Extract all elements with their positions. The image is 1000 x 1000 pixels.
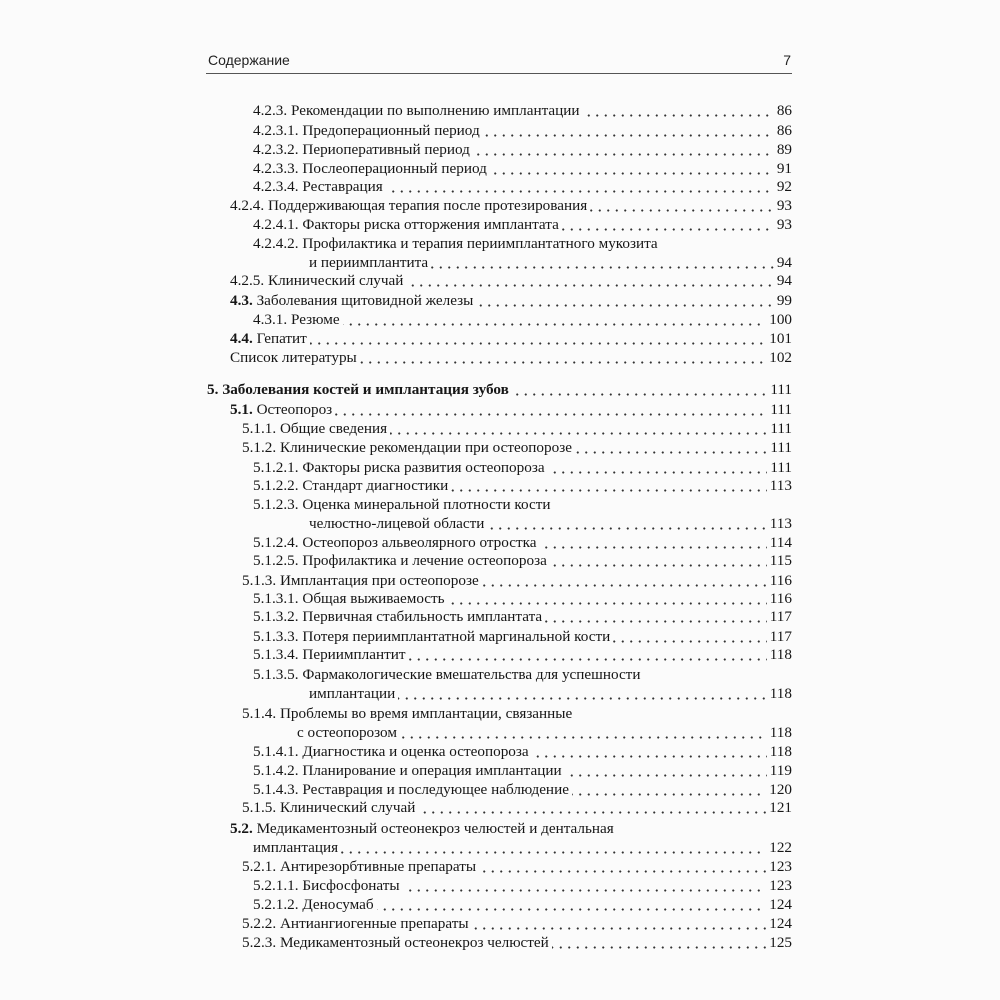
toc-entry-text: Периимплантит	[302, 646, 406, 663]
toc-entry-title	[253, 551, 550, 570]
toc-entry	[242, 914, 792, 933]
toc-entry-number: 5.1.3.4.	[253, 646, 299, 663]
toc-entry-text: Факторы риска отторжения имплантата	[302, 216, 559, 233]
toc-entry-title	[230, 400, 335, 419]
toc-entry	[253, 533, 792, 552]
toc-entry-text: Оценка минеральной плотности кости	[302, 496, 551, 513]
toc-entry	[230, 400, 792, 419]
toc-entry-number: 5.1.2.3.	[253, 496, 299, 513]
toc-entry	[242, 798, 792, 817]
toc-entry	[242, 438, 792, 457]
toc-entry	[253, 495, 792, 514]
toc-entry-text: Фармакологические вмешательства для успешности	[302, 666, 641, 683]
toc-entry-page: 118	[767, 742, 792, 761]
toc-entry-title	[253, 476, 451, 495]
toc-entry-text: челюстно-лицевой области	[309, 515, 485, 532]
toc-entry-title	[297, 723, 400, 742]
toc-entry-text: имплантация	[253, 839, 339, 856]
toc-entry-number: 5.1.4.3.	[253, 781, 299, 798]
toc-entry	[309, 514, 792, 533]
toc-entry-text: Поддерживающая терапия после протезирования	[267, 197, 588, 214]
toc-entry	[230, 271, 792, 290]
toc-entry-text: Деносумаб	[302, 896, 374, 913]
toc-entry-title	[253, 458, 548, 477]
toc-entry-title	[242, 704, 575, 723]
toc-entry-text: Реставрация и последующее наблюдение	[302, 781, 569, 798]
toc-entry	[309, 253, 792, 272]
toc-entry	[253, 551, 792, 570]
toc-entry-text: Диагностика и оценка остеопороза	[302, 743, 529, 760]
toc-entry-title	[253, 780, 572, 799]
toc-entry	[253, 215, 792, 234]
toc-entry	[253, 159, 792, 178]
toc-entry-title	[242, 571, 482, 590]
toc-entry-text: Бисфосфонаты	[302, 877, 400, 894]
toc-entry-page: 111	[767, 438, 792, 457]
toc-entry-page: 99	[774, 291, 792, 310]
toc-entry-title	[207, 380, 512, 399]
toc-entry-page: 111	[767, 400, 792, 419]
toc-entry-text: Клинический случай	[267, 272, 404, 289]
toc-entry-number: 4.2.4.	[230, 197, 265, 214]
toc-entry-title	[242, 933, 552, 952]
toc-entry	[297, 723, 792, 742]
toc-entry-text: Стандарт диагностики	[302, 477, 449, 494]
toc-entry-title	[230, 271, 406, 290]
toc-entry-number: 5.1.2.1.	[253, 459, 299, 476]
toc-entry	[253, 895, 792, 914]
toc-entry-page: 117	[767, 627, 792, 646]
toc-entry-number: 5.1.2.4.	[253, 534, 299, 551]
toc-entry	[242, 571, 792, 590]
toc-entry	[253, 458, 792, 477]
toc-entry-text: Рекомендации по выполнению имплантации	[290, 102, 580, 119]
toc-entry-title	[253, 742, 532, 761]
toc-entry-number: 5.1.3.	[242, 572, 277, 589]
toc-entry-number: 4.2.4.2.	[253, 235, 299, 252]
toc-entry	[253, 121, 792, 140]
toc-entry-title	[253, 177, 386, 196]
toc-entry-page: 101	[766, 329, 792, 348]
toc-entry-page: 122	[766, 838, 792, 857]
toc-entry	[253, 607, 792, 626]
toc-entry-text: Резюме	[290, 311, 340, 328]
toc-entry-text: Профилактика и терапия периимплантатного мукозита	[302, 235, 658, 252]
toc-entry-number: 5.1.2.5.	[253, 552, 299, 569]
toc-entry	[242, 419, 792, 438]
toc-entry	[230, 329, 792, 348]
toc-entry-page: 93	[774, 215, 792, 234]
toc-entry	[242, 933, 792, 952]
toc-entry	[253, 627, 792, 646]
toc-entry-page: 118	[767, 723, 792, 742]
toc-entry-number: 5.1.3.3.	[253, 628, 299, 645]
toc-entry-text: Клинический случай	[279, 799, 416, 816]
toc-entry	[230, 819, 792, 838]
toc-entry-page: 115	[767, 551, 792, 570]
toc-entry-page: 123	[766, 857, 792, 876]
toc-entry-title	[230, 196, 590, 215]
toc-entry-page: 111	[767, 419, 792, 438]
toc-entry-page: 119	[767, 761, 792, 780]
toc-entry-title	[253, 495, 553, 514]
toc-entry-number: 4.2.4.1.	[253, 216, 299, 233]
toc-entry-text: Первичная стабильность имплантата	[302, 608, 543, 625]
toc-entry-page: 86	[774, 101, 792, 120]
toc-entry-number: 5.1.2.	[242, 439, 277, 456]
toc-entry-number: 5.2.1.1.	[253, 877, 299, 894]
toc-entry	[230, 196, 792, 215]
toc-entry	[242, 857, 792, 876]
toc-entry-page: 114	[767, 533, 792, 552]
toc-entry	[253, 140, 792, 159]
toc-entry-title	[253, 140, 473, 159]
toc-entry-page: 120	[766, 780, 792, 799]
toc-entry-page: 93	[774, 196, 792, 215]
toc-entry	[253, 177, 792, 196]
toc-entry-text: Факторы риска развития остеопороза	[302, 459, 545, 476]
toc-entry-text: Антирезорбтивные препараты	[279, 858, 477, 875]
toc-entry-title	[242, 419, 390, 438]
toc-entry-title	[309, 253, 431, 272]
toc-entry-number: 4.2.3.2.	[253, 141, 299, 158]
toc-entry-number: 5.	[207, 381, 219, 398]
toc-entry-page: 118	[767, 684, 792, 703]
toc-entry-text: Клинические рекомендации при остеопорозе	[279, 439, 572, 456]
toc-entry-page: 113	[767, 514, 792, 533]
toc-entry-title	[253, 589, 448, 608]
toc-entry-title	[253, 665, 643, 684]
toc-entry-text: имплантации	[309, 685, 396, 702]
toc-entry-title	[253, 627, 613, 646]
toc-entry-number: 5.2.3.	[242, 934, 277, 951]
toc-entry-title	[253, 310, 343, 329]
toc-entry	[253, 761, 792, 780]
toc-entry-text: Реставрация	[302, 178, 383, 195]
toc-entry-text: Список литературы	[230, 349, 357, 366]
toc-entry-number: 5.2.1.2.	[253, 896, 299, 913]
toc-entry-number: 5.2.2.	[242, 915, 277, 932]
toc-entry-title	[230, 819, 617, 838]
toc-entry-title	[253, 533, 540, 552]
toc-entry	[230, 348, 792, 367]
toc-entry-number: 4.3.1.	[253, 311, 288, 328]
toc-entry-number: 4.2.5.	[230, 272, 265, 289]
toc-entry-title	[253, 895, 377, 914]
toc-entry-number: 5.1.5.	[242, 799, 277, 816]
toc-entry-title	[253, 876, 403, 895]
toc-entry-number: 4.3.	[230, 292, 253, 309]
toc-entry-number: 5.1.4.	[242, 705, 277, 722]
toc-entry	[242, 704, 792, 723]
toc-entry	[253, 665, 792, 684]
toc-entry-text: и периимплантита	[309, 254, 429, 271]
toc-entry-text: Медикаментозный остеонекроз челюстей и дентальная	[256, 820, 614, 837]
toc-entry	[253, 742, 792, 761]
toc-entry-number: 4.4.	[230, 330, 253, 347]
toc-entry-title	[309, 514, 487, 533]
toc-entry-page: 111	[767, 458, 792, 477]
toc-entry-page: 113	[767, 476, 792, 495]
toc-entry-number: 5.1.4.2.	[253, 762, 299, 779]
toc-entry-page: 118	[767, 645, 792, 664]
toc-entry	[253, 780, 792, 799]
toc-entry-text: Медикаментозный остеонекроз челюстей	[279, 934, 549, 951]
toc-entry-title	[230, 348, 360, 367]
toc-entry-page: 117	[767, 607, 792, 626]
toc-entry-title	[230, 291, 476, 310]
toc-entry	[309, 684, 792, 703]
toc-entry-title	[253, 215, 562, 234]
toc-entry	[253, 645, 792, 664]
toc-entry-title	[309, 684, 398, 703]
header-section-title: Содержание	[208, 52, 290, 68]
toc-entry-text: Антиангиогенные препараты	[279, 915, 469, 932]
toc-entry-text: Планирование и операция имплантации	[302, 762, 562, 779]
toc-entry-page: 102	[766, 348, 792, 367]
toc-entry-page: 125	[766, 933, 792, 952]
toc-entry-text: Общая выживаемость	[302, 590, 445, 607]
toc-entry-number: 4.2.3.4.	[253, 178, 299, 195]
toc-entry-text: с остеопорозом	[297, 724, 397, 741]
toc-entry-number: 4.2.3.1.	[253, 122, 299, 139]
toc-entry-title	[253, 838, 341, 857]
toc-entry-title	[253, 607, 545, 626]
toc-entry-page: 94	[774, 253, 792, 272]
toc-entry-text: Заболевания костей и имплантация зубов	[222, 381, 509, 398]
toc-entry-text: Гепатит	[256, 330, 307, 347]
toc-entry-text: Послеоперационный период	[302, 160, 487, 177]
toc-entry	[207, 380, 792, 399]
toc-entry	[253, 101, 792, 120]
toc-entry-page: 100	[766, 310, 792, 329]
toc-entry-number: 5.1.1.	[242, 420, 277, 437]
toc-entry-title	[253, 761, 565, 780]
toc-entry-page: 116	[767, 589, 792, 608]
toc-entry	[230, 291, 792, 310]
toc-entry-number: 4.2.3.3.	[253, 160, 299, 177]
toc-entry-text: Предоперационный период	[302, 122, 480, 139]
toc-entry-title	[242, 438, 575, 457]
toc-entry-page: 86	[774, 121, 792, 140]
toc-entry-title	[253, 645, 409, 664]
toc-entry-text: Общие сведения	[279, 420, 388, 437]
toc-entry	[253, 589, 792, 608]
toc-entry-text: Остеопороз альвеолярного отростка	[302, 534, 537, 551]
toc-entry-page: 121	[766, 798, 792, 817]
toc-entry	[253, 234, 792, 253]
toc-entry-title	[253, 101, 583, 120]
toc-entry-title	[253, 159, 490, 178]
toc-entry	[253, 876, 792, 895]
toc-entry-title	[253, 234, 661, 253]
toc-entry-page: 89	[774, 140, 792, 159]
toc-entry-number: 5.2.1.	[242, 858, 277, 875]
toc-entry-page: 94	[774, 271, 792, 290]
toc-entry-page: 111	[767, 380, 792, 399]
toc-entry-title	[242, 798, 418, 817]
toc-entry-number: 5.1.3.2.	[253, 608, 299, 625]
toc-entry-number: 5.1.3.1.	[253, 590, 299, 607]
toc-entry-number: 5.2.	[230, 820, 253, 837]
toc-entry-title	[242, 914, 472, 933]
toc-entry-page: 124	[766, 895, 792, 914]
toc-entry-title	[242, 857, 479, 876]
toc-entry-number: 5.1.2.2.	[253, 477, 299, 494]
toc-entry	[253, 310, 792, 329]
toc-entry-page: 124	[766, 914, 792, 933]
header-page-number: 7	[783, 52, 791, 68]
toc-entry-title	[253, 121, 483, 140]
toc-entry-number: 5.1.	[230, 401, 253, 418]
toc-entry-text: Профилактика и лечение остеопороза	[302, 552, 547, 569]
toc-entry-page: 91	[774, 159, 792, 178]
toc-entry-number: 4.2.3.	[253, 102, 288, 119]
toc-entry	[253, 476, 792, 495]
toc-entry-text: Остеопороз	[256, 401, 333, 418]
toc-entry-text: Проблемы во время имплантации, связанные	[279, 705, 573, 722]
toc-entry-text: Имплантация при остеопорозе	[279, 572, 479, 589]
toc-entry-title	[230, 329, 310, 348]
toc-entry-number: 5.1.4.1.	[253, 743, 299, 760]
toc-entry-number: 5.1.3.5.	[253, 666, 299, 683]
toc-entry-text: Заболевания щитовидной железы	[256, 292, 474, 309]
toc-entry-text: Периоперативный период	[302, 141, 470, 158]
toc-entry-page: 92	[774, 177, 792, 196]
toc-entry-text: Потеря периимплантатной маргинальной кости	[302, 628, 611, 645]
toc-entry	[253, 838, 792, 857]
toc-entry-page: 123	[766, 876, 792, 895]
toc-entry-page: 116	[767, 571, 792, 590]
